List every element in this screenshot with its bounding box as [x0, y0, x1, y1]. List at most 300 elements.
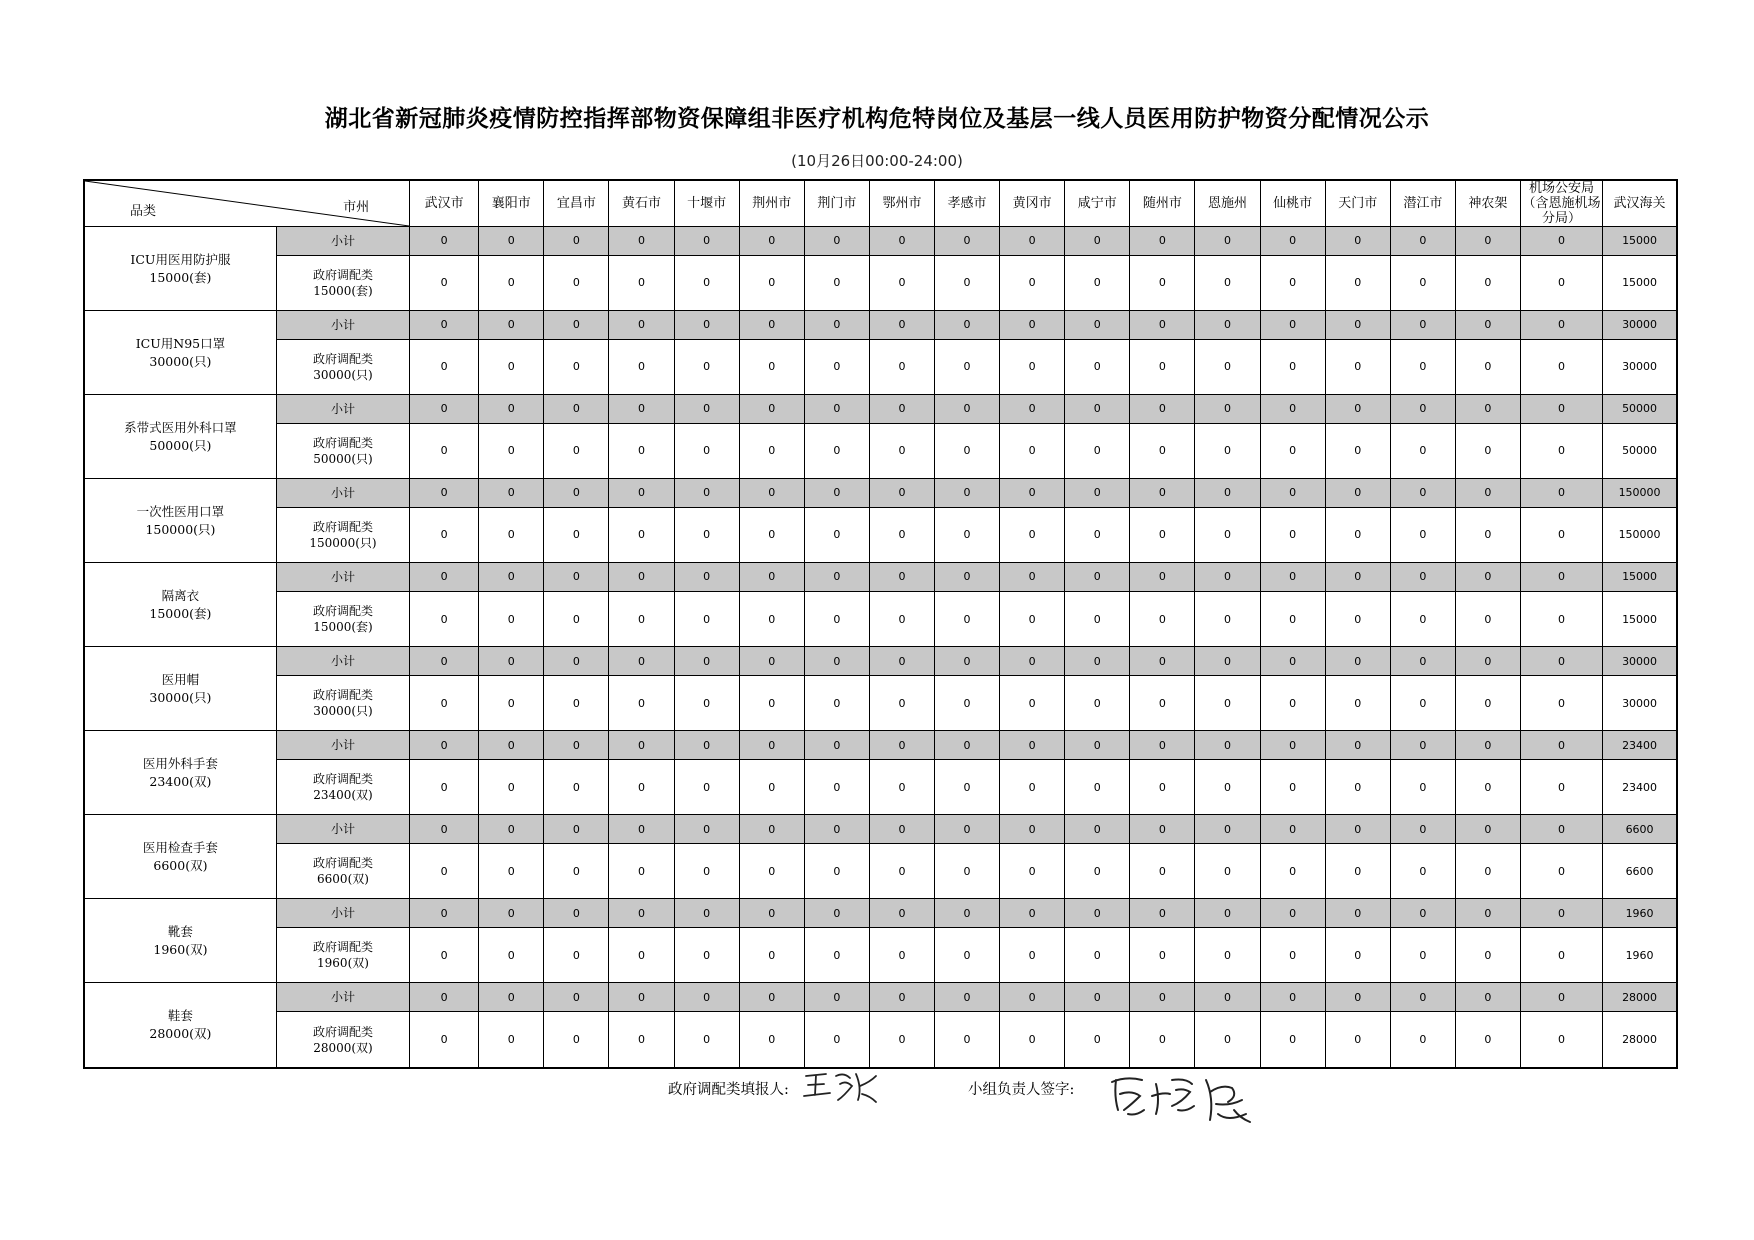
gov-value-cell: 23400	[1603, 759, 1677, 814]
gov-allocation-label	[276, 927, 409, 982]
category-quantity: 15000(套)	[149, 269, 212, 285]
gov-value-cell: 0	[609, 591, 674, 646]
subtotal-value-cell: 0	[609, 311, 674, 340]
gov-value-cell: 0	[1195, 423, 1260, 478]
city-header-cell: 孝感市	[935, 180, 1000, 227]
gov-value-cell: 0	[804, 255, 869, 310]
subtotal-value-cell: 0	[410, 311, 479, 340]
gov-value-cell: 0	[1000, 423, 1065, 478]
subtotal-value-cell: 0	[869, 647, 934, 676]
gov-value-cell: 0	[1065, 927, 1130, 982]
subtotal-value-cell: 0	[1065, 227, 1130, 256]
subtotal-value-cell: 0	[739, 983, 804, 1012]
gov-allocation-label	[276, 1012, 409, 1069]
subtotal-value-cell: 0	[410, 899, 479, 928]
city-header-cell: 武汉海关	[1603, 180, 1677, 227]
subtotal-value-cell: 0	[479, 815, 544, 844]
gov-value-cell: 0	[1455, 423, 1520, 478]
gov-value-cell: 0	[1195, 1012, 1260, 1069]
gov-value-cell: 0	[1130, 591, 1195, 646]
subtotal-value-cell: 0	[1130, 395, 1195, 424]
gov-value-cell: 0	[1260, 759, 1325, 814]
gov-allocation-label	[276, 591, 409, 646]
subtotal-value-cell: 0	[1260, 731, 1325, 760]
gov-value-cell: 0	[410, 675, 479, 730]
gov-value-cell: 0	[1325, 255, 1390, 310]
city-header-cell: 鄂州市	[869, 180, 934, 227]
gov-value-cell: 0	[1520, 507, 1602, 562]
gov-allocation-label	[276, 507, 409, 562]
subtotal-value-cell: 0	[1195, 563, 1260, 592]
subtotal-value-cell: 0	[935, 815, 1000, 844]
category-cell	[84, 563, 276, 647]
gov-allocation-quantity: 15000(套)	[313, 283, 373, 298]
gov-value-cell: 0	[739, 255, 804, 310]
subtotal-value-cell: 0	[544, 983, 609, 1012]
subtotal-value-cell: 0	[1000, 311, 1065, 340]
subtotal-value-cell: 0	[479, 563, 544, 592]
gov-value-cell: 0	[479, 675, 544, 730]
gov-value-cell: 0	[869, 507, 934, 562]
gov-value-cell: 0	[609, 927, 674, 982]
subtotal-value-cell: 30000	[1603, 311, 1677, 340]
subtotal-value-cell: 15000	[1603, 563, 1677, 592]
gov-value-cell: 0	[674, 843, 739, 898]
subtotal-value-cell: 0	[804, 647, 869, 676]
gov-value-cell: 0	[1520, 759, 1602, 814]
gov-allocation-row	[84, 339, 1677, 394]
gov-value-cell: 28000	[1603, 1012, 1677, 1069]
subtotal-value-cell: 0	[1390, 311, 1455, 340]
subtotal-value-cell: 0	[1130, 815, 1195, 844]
subtotal-value-cell: 30000	[1603, 647, 1677, 676]
subtotal-value-cell: 0	[804, 731, 869, 760]
gov-value-cell: 0	[410, 927, 479, 982]
gov-value-cell: 0	[544, 759, 609, 814]
gov-value-cell: 0	[804, 591, 869, 646]
gov-allocation-row	[84, 591, 1677, 646]
gov-value-cell: 0	[479, 1012, 544, 1069]
gov-allocation-quantity: 50000(只)	[313, 451, 373, 466]
filler-label: 政府调配类填报人:	[668, 1082, 789, 1098]
subtotal-value-cell: 0	[1065, 731, 1130, 760]
gov-value-cell: 0	[1065, 591, 1130, 646]
gov-value-cell: 0	[1000, 507, 1065, 562]
city-header-label: 市州	[343, 200, 370, 215]
gov-allocation-type: 政府调配类	[312, 435, 373, 450]
gov-value-cell: 0	[479, 759, 544, 814]
subtotal-value-cell: 0	[1130, 563, 1195, 592]
subtotal-row	[84, 227, 1677, 256]
gov-value-cell: 0	[609, 675, 674, 730]
subtotal-value-cell: 0	[1390, 395, 1455, 424]
gov-value-cell: 0	[674, 1012, 739, 1069]
gov-value-cell: 0	[674, 591, 739, 646]
gov-value-cell: 0	[1195, 339, 1260, 394]
gov-value-cell: 0	[410, 591, 479, 646]
page-title: 湖北省新冠肺炎疫情防控指挥部物资保障组非医疗机构危特岗位及基层一线人员医用防护物资分配情况公示	[324, 106, 1430, 132]
gov-value-cell: 0	[1390, 339, 1455, 394]
leader-signature	[1106, 1070, 1256, 1130]
subtotal-label: 小计	[276, 983, 409, 1012]
gov-value-cell: 0	[1390, 507, 1455, 562]
gov-value-cell: 0	[1390, 927, 1455, 982]
subtotal-value-cell: 0	[804, 815, 869, 844]
subtotal-value-cell: 15000	[1603, 227, 1677, 256]
gov-value-cell: 0	[1520, 339, 1602, 394]
subtotal-value-cell: 0	[674, 815, 739, 844]
gov-value-cell: 0	[1260, 255, 1325, 310]
gov-value-cell: 0	[410, 339, 479, 394]
gov-value-cell: 0	[1195, 927, 1260, 982]
subtotal-value-cell: 0	[1130, 479, 1195, 508]
gov-value-cell: 0	[869, 675, 934, 730]
gov-value-cell: 0	[739, 507, 804, 562]
category-name: 系带式医用外科口罩	[124, 419, 237, 435]
subtotal-value-cell: 28000	[1603, 983, 1677, 1012]
subtotal-value-cell: 0	[1520, 227, 1602, 256]
gov-allocation-quantity: 150000(只)	[309, 535, 377, 550]
subtotal-value-cell: 0	[1390, 563, 1455, 592]
subtotal-value-cell: 0	[479, 731, 544, 760]
gov-value-cell: 0	[804, 507, 869, 562]
subtotal-value-cell: 0	[1000, 647, 1065, 676]
gov-allocation-quantity: 30000(只)	[313, 367, 373, 382]
subtotal-value-cell: 0	[1195, 227, 1260, 256]
gov-value-cell: 0	[1065, 339, 1130, 394]
gov-value-cell: 0	[869, 927, 934, 982]
city-header-cell: 机场公安局（含恩施机场分局）	[1520, 180, 1602, 227]
category-name: 一次性医用口罩	[136, 503, 225, 519]
gov-value-cell: 0	[1260, 423, 1325, 478]
subtotal-value-cell: 6600	[1603, 815, 1677, 844]
gov-value-cell: 0	[804, 675, 869, 730]
subtotal-value-cell: 0	[609, 815, 674, 844]
subtotal-value-cell: 0	[1260, 983, 1325, 1012]
gov-value-cell: 0	[935, 591, 1000, 646]
subtotal-value-cell: 0	[609, 899, 674, 928]
gov-allocation-quantity: 6600(双)	[317, 872, 369, 887]
subtotal-value-cell: 0	[1455, 311, 1520, 340]
gov-allocation-row	[84, 759, 1677, 814]
gov-value-cell: 0	[544, 1012, 609, 1069]
subtotal-value-cell: 0	[410, 227, 479, 256]
city-header-cell: 十堰市	[674, 180, 739, 227]
subtotal-value-cell: 0	[479, 227, 544, 256]
gov-value-cell: 0	[869, 759, 934, 814]
category-name: 隔离衣	[161, 587, 200, 603]
gov-value-cell: 0	[1455, 675, 1520, 730]
gov-value-cell: 0	[804, 759, 869, 814]
gov-value-cell: 15000	[1603, 255, 1677, 310]
subtotal-value-cell: 0	[1325, 815, 1390, 844]
gov-value-cell: 0	[1390, 1012, 1455, 1069]
subtotal-value-cell: 0	[1000, 731, 1065, 760]
gov-value-cell: 0	[1065, 675, 1130, 730]
gov-value-cell: 0	[804, 1012, 869, 1069]
subtotal-value-cell: 0	[804, 563, 869, 592]
subtotal-value-cell: 0	[1130, 227, 1195, 256]
gov-value-cell: 0	[1000, 339, 1065, 394]
gov-value-cell: 0	[479, 339, 544, 394]
allocation-table	[83, 179, 1678, 1069]
gov-value-cell: 0	[739, 591, 804, 646]
gov-value-cell: 50000	[1603, 423, 1677, 478]
gov-value-cell: 0	[1130, 507, 1195, 562]
gov-value-cell: 0	[674, 927, 739, 982]
subtotal-value-cell: 0	[544, 395, 609, 424]
gov-value-cell: 0	[1325, 927, 1390, 982]
category-name: 靴套	[167, 923, 193, 939]
subtotal-value-cell: 0	[544, 899, 609, 928]
subtotal-label: 小计	[276, 731, 409, 760]
gov-allocation-type: 政府调配类	[312, 772, 373, 787]
city-header-cell: 襄阳市	[479, 180, 544, 227]
gov-allocation-type: 政府调配类	[312, 940, 373, 955]
city-header-cell: 荆州市	[739, 180, 804, 227]
gov-value-cell: 0	[410, 843, 479, 898]
subtotal-value-cell: 0	[479, 899, 544, 928]
gov-value-cell: 0	[1000, 591, 1065, 646]
gov-value-cell: 0	[544, 507, 609, 562]
subtotal-value-cell: 0	[1000, 395, 1065, 424]
subtotal-value-cell: 0	[1390, 983, 1455, 1012]
gov-value-cell: 0	[479, 927, 544, 982]
subtotal-value-cell: 0	[935, 731, 1000, 760]
subtotal-value-cell: 0	[674, 395, 739, 424]
subtotal-value-cell: 0	[1325, 647, 1390, 676]
category-name: ICU用N95口罩	[135, 335, 226, 351]
subtotal-value-cell: 0	[479, 395, 544, 424]
gov-value-cell: 0	[1390, 759, 1455, 814]
gov-value-cell: 0	[1130, 843, 1195, 898]
gov-value-cell: 0	[1130, 339, 1195, 394]
city-header-cell: 神农架	[1455, 180, 1520, 227]
subtotal-value-cell: 0	[1195, 647, 1260, 676]
gov-value-cell: 0	[1000, 843, 1065, 898]
subtotal-value-cell: 0	[544, 815, 609, 844]
category-name: 医用检查手套	[142, 839, 218, 855]
subtotal-value-cell: 0	[479, 983, 544, 1012]
subtotal-value-cell: 0	[1195, 983, 1260, 1012]
subtotal-value-cell: 150000	[1603, 479, 1677, 508]
category-quantity: 50000(只)	[149, 437, 212, 453]
subtotal-value-cell: 0	[739, 395, 804, 424]
gov-value-cell: 0	[1455, 1012, 1520, 1069]
gov-value-cell: 0	[479, 423, 544, 478]
gov-value-cell: 0	[1325, 423, 1390, 478]
city-header-cell: 天门市	[1325, 180, 1390, 227]
subtotal-value-cell: 0	[609, 983, 674, 1012]
subtotal-value-cell: 0	[1520, 395, 1602, 424]
gov-value-cell: 0	[1390, 675, 1455, 730]
gov-value-cell: 0	[935, 675, 1000, 730]
subtotal-value-cell: 0	[804, 395, 869, 424]
gov-value-cell: 0	[1455, 759, 1520, 814]
gov-value-cell: 0	[1195, 675, 1260, 730]
gov-value-cell: 0	[739, 843, 804, 898]
city-header-cell: 潜江市	[1390, 180, 1455, 227]
gov-value-cell: 0	[609, 759, 674, 814]
subtotal-value-cell: 0	[674, 479, 739, 508]
subtotal-value-cell: 0	[1520, 311, 1602, 340]
gov-value-cell: 0	[1260, 927, 1325, 982]
subtotal-value-cell: 0	[869, 815, 934, 844]
subtotal-value-cell: 0	[935, 227, 1000, 256]
page-subtitle: (10月26日00:00-24:00)	[791, 152, 963, 170]
gov-value-cell: 0	[1260, 843, 1325, 898]
gov-value-cell: 0	[1195, 255, 1260, 310]
gov-value-cell: 0	[1520, 843, 1602, 898]
gov-value-cell: 0	[1520, 675, 1602, 730]
subtotal-value-cell: 0	[544, 479, 609, 508]
gov-value-cell: 0	[1000, 675, 1065, 730]
gov-value-cell: 0	[1455, 339, 1520, 394]
subtotal-value-cell: 0	[1455, 899, 1520, 928]
gov-value-cell: 0	[869, 339, 934, 394]
subtotal-value-cell: 0	[1260, 479, 1325, 508]
subtotal-label: 小计	[276, 311, 409, 340]
gov-value-cell: 0	[739, 759, 804, 814]
subtotal-value-cell: 0	[674, 647, 739, 676]
gov-value-cell: 0	[804, 423, 869, 478]
subtotal-value-cell: 0	[674, 311, 739, 340]
subtotal-value-cell: 0	[544, 227, 609, 256]
gov-value-cell: 0	[410, 507, 479, 562]
gov-value-cell: 0	[544, 255, 609, 310]
gov-value-cell: 0	[869, 255, 934, 310]
subtotal-value-cell: 0	[1000, 563, 1065, 592]
subtotal-value-cell: 0	[935, 311, 1000, 340]
subtotal-value-cell: 0	[1325, 395, 1390, 424]
subtotal-value-cell: 0	[1260, 227, 1325, 256]
gov-value-cell: 0	[1455, 927, 1520, 982]
subtotal-value-cell: 0	[1325, 983, 1390, 1012]
gov-value-cell: 0	[544, 843, 609, 898]
gov-value-cell: 0	[1260, 591, 1325, 646]
gov-allocation-label	[276, 255, 409, 310]
subtotal-value-cell: 0	[410, 815, 479, 844]
gov-value-cell: 0	[1000, 927, 1065, 982]
subtotal-value-cell: 0	[1520, 479, 1602, 508]
gov-value-cell: 0	[1390, 423, 1455, 478]
subtotal-value-cell: 0	[410, 983, 479, 1012]
gov-value-cell: 0	[935, 255, 1000, 310]
category-quantity: 30000(只)	[149, 353, 212, 369]
subtotal-value-cell: 0	[1325, 479, 1390, 508]
city-header-cell: 仙桃市	[1260, 180, 1325, 227]
gov-allocation-row	[84, 1012, 1677, 1069]
gov-value-cell: 0	[869, 423, 934, 478]
subtotal-value-cell: 0	[739, 563, 804, 592]
subtotal-value-cell: 0	[1325, 899, 1390, 928]
category-cell	[84, 479, 276, 563]
gov-value-cell: 0	[479, 507, 544, 562]
gov-value-cell: 0	[1000, 255, 1065, 310]
subtotal-value-cell: 0	[1065, 311, 1130, 340]
gov-value-cell: 0	[674, 255, 739, 310]
subtotal-row	[84, 899, 1677, 928]
gov-value-cell: 0	[1065, 1012, 1130, 1069]
gov-value-cell: 0	[609, 507, 674, 562]
subtotal-value-cell: 0	[1065, 899, 1130, 928]
subtotal-value-cell: 0	[1000, 815, 1065, 844]
subtotal-value-cell: 0	[1390, 647, 1455, 676]
gov-value-cell: 0	[674, 675, 739, 730]
city-header-cell: 黄石市	[609, 180, 674, 227]
subtotal-value-cell: 0	[739, 479, 804, 508]
gov-value-cell: 0	[935, 927, 1000, 982]
subtotal-value-cell: 0	[935, 395, 1000, 424]
subtotal-value-cell: 0	[1455, 983, 1520, 1012]
subtotal-value-cell: 0	[1195, 815, 1260, 844]
subtotal-value-cell: 0	[674, 899, 739, 928]
category-cell	[84, 815, 276, 899]
gov-value-cell: 0	[1390, 591, 1455, 646]
gov-allocation-label	[276, 843, 409, 898]
subtotal-value-cell: 0	[1455, 731, 1520, 760]
subtotal-value-cell: 0	[1195, 731, 1260, 760]
subtotal-value-cell: 0	[674, 731, 739, 760]
subtotal-row	[84, 311, 1677, 340]
subtotal-row	[84, 731, 1677, 760]
gov-value-cell: 0	[1455, 255, 1520, 310]
category-cell	[84, 395, 276, 479]
subtotal-value-cell: 0	[479, 479, 544, 508]
gov-value-cell: 0	[1195, 843, 1260, 898]
gov-allocation-quantity: 28000(双)	[313, 1040, 373, 1055]
subtotal-value-cell: 0	[739, 731, 804, 760]
gov-value-cell: 0	[869, 1012, 934, 1069]
gov-allocation-quantity: 23400(双)	[313, 788, 373, 803]
gov-value-cell: 0	[1455, 591, 1520, 646]
gov-value-cell: 0	[544, 339, 609, 394]
subtotal-value-cell: 0	[1455, 647, 1520, 676]
category-cell	[84, 311, 276, 395]
subtotal-value-cell: 0	[1455, 395, 1520, 424]
gov-value-cell: 0	[1520, 423, 1602, 478]
subtotal-value-cell: 0	[869, 899, 934, 928]
gov-value-cell: 0	[1455, 507, 1520, 562]
subtotal-row	[84, 563, 1677, 592]
gov-value-cell: 0	[674, 423, 739, 478]
city-header-cell: 武汉市	[410, 180, 479, 227]
gov-allocation-row	[84, 423, 1677, 478]
city-header-cell: 黄冈市	[1000, 180, 1065, 227]
city-header-cell: 宜昌市	[544, 180, 609, 227]
subtotal-value-cell: 0	[869, 395, 934, 424]
subtotal-value-cell: 0	[609, 395, 674, 424]
category-quantity: 15000(套)	[149, 605, 212, 621]
gov-value-cell: 0	[1130, 255, 1195, 310]
category-quantity: 1960(双)	[153, 941, 208, 957]
gov-value-cell: 0	[1325, 339, 1390, 394]
city-header-cell: 咸宁市	[1065, 180, 1130, 227]
category-name: 医用外科手套	[142, 755, 218, 771]
city-header-cell: 荆门市	[804, 180, 869, 227]
subtotal-value-cell: 0	[1390, 479, 1455, 508]
subtotal-value-cell: 0	[869, 479, 934, 508]
gov-allocation-row	[84, 843, 1677, 898]
gov-allocation-row	[84, 507, 1677, 562]
gov-value-cell: 0	[1520, 927, 1602, 982]
gov-value-cell: 0	[544, 423, 609, 478]
table-body	[84, 227, 1677, 1069]
subtotal-value-cell: 0	[935, 983, 1000, 1012]
subtotal-value-cell: 0	[1000, 479, 1065, 508]
subtotal-value-cell: 0	[935, 479, 1000, 508]
subtotal-value-cell: 0	[739, 311, 804, 340]
